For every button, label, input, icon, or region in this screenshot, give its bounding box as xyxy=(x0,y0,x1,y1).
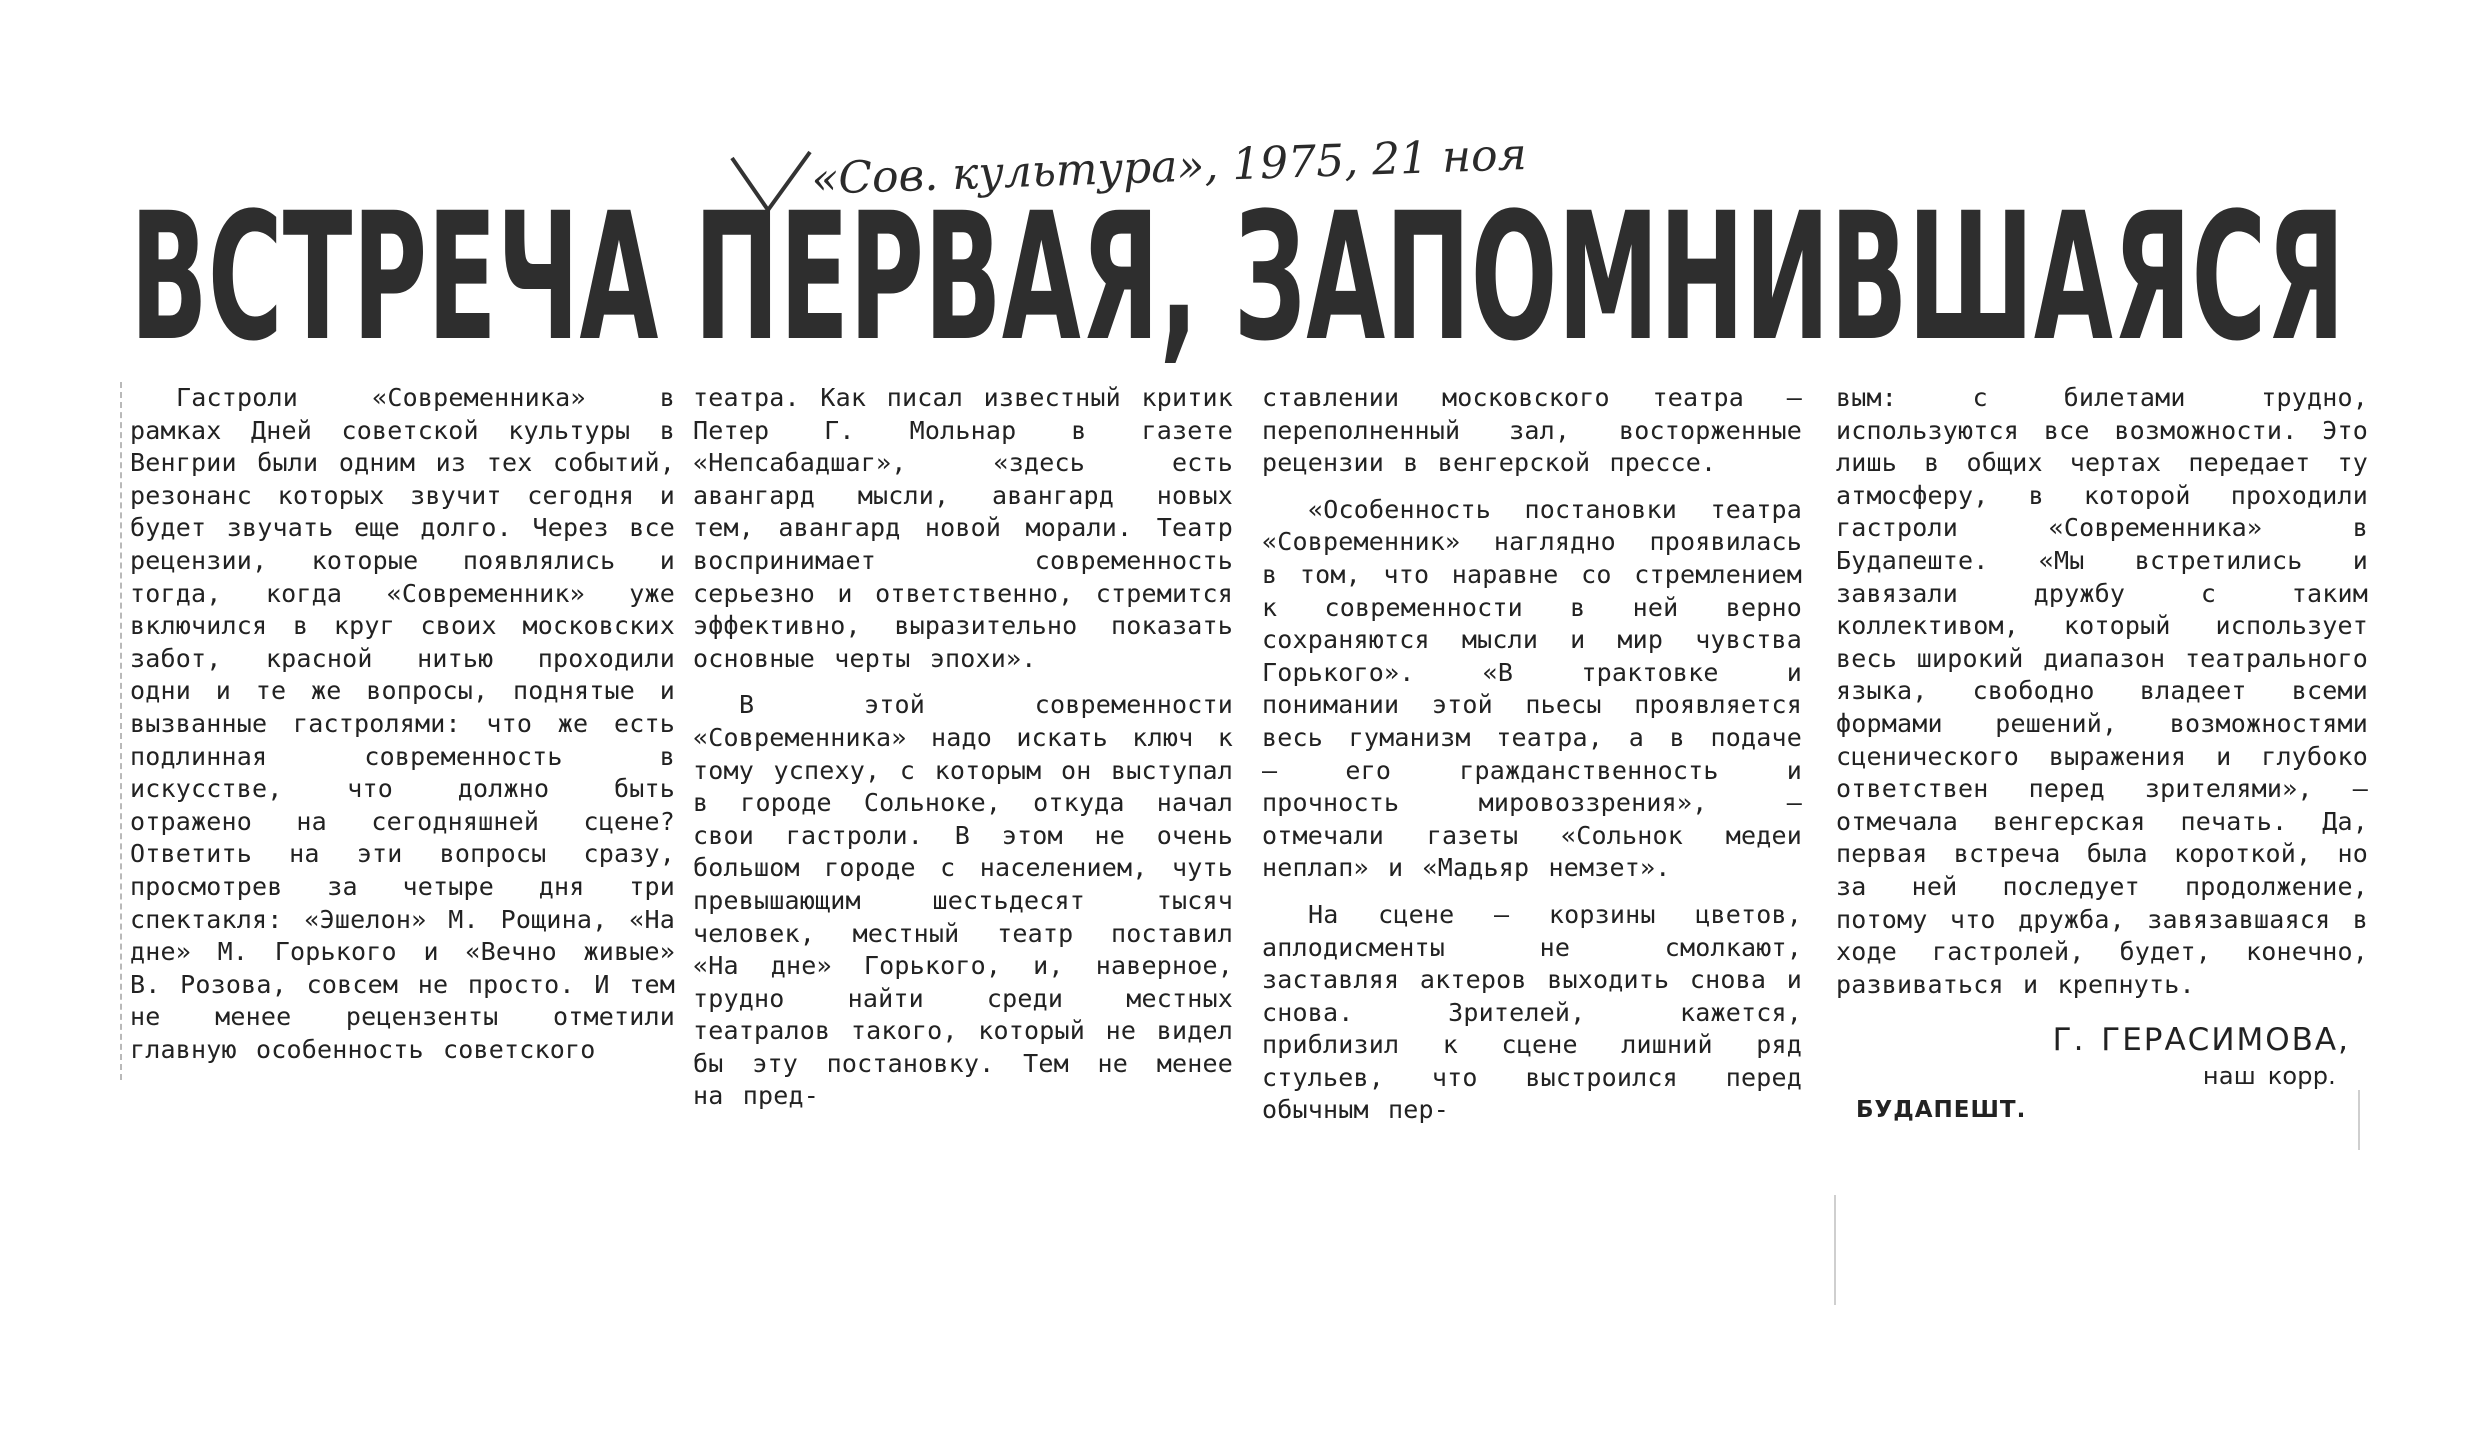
column-1-paragraph-1: Гастроли «Современника» в рамках Дней советской культуры в Венгрии были одним из тех событий, резонанс которых звучит сегодня и будет звучать еще долго. Через все рецензии, которые появлялись и тогда, когда «Современник» уже включился в круг своих московских забот, красной нитью проходили одни и те же вопросы, поднятые и вызванные гастролями: что же есть подлинная современность в искусстве, что должно быть отражено на сегодняшней сцене? Ответить на эти вопросы сразу, просмотрев за четыре дня три спектакля: «Эшелон» М. Рощина, «На дне» М. Горького и «Вечно живые» В. Розова, совсем не просто. И тем не менее рецензенты отметили главную особенность советского xyxy=(130,383,675,1064)
column-3-paragraph-2: «Особенность постановки театра «Современник» наглядно проявилась в том, что наравне со стремлением к современности в ней верно сохраняются мысли и мир чувства Горького». «В трактовке и понимании этой пьесы проявляется весь гуманизм театра, а в подаче — его гражданственность и прочность мировоззрения», — отмечали газеты «Сольнок медеи неплап» и «Мадьяр немзет». xyxy=(1262,494,1802,883)
author-signature xyxy=(1836,1019,2368,1129)
headline xyxy=(130,175,2345,380)
column-4-paragraph-1: вым: с билетами трудно, используются все возможности. Это лишь в общих чертах передает ту атмосферу, в которой проходили гастроли «Современника» в Будапеште. «Мы встретились и завязали дружбу с таким коллективом, который использует весь широкий диапазон театрального языка, свободно владеет всеми формами решений, возможностями сценического выражения и глубоко ответствен перед зрителями», — отмечала венгерская печать. Да, первая встреча была короткой, но за ней последует продолжение, потому что дружба, завязавшаяся в ходе гастролей, будет, конечно, развиваться и крепнуть. xyxy=(1836,383,2368,999)
article-column-4 xyxy=(1836,382,2368,1129)
scan-edge-mark xyxy=(2358,1090,2360,1150)
headline-text: ВСТРЕЧА ПЕРВАЯ, ЗАПОМНИВШАЯСЯ xyxy=(130,175,2345,380)
column-2-paragraph-1: театра. Как писал известный критик Петер Г. Мольнар в газете «Непсабадшаг», «здесь есть авангард мысли, авангард новых тем, авангард новой морали. Театр воспринимает современность серьезно и ответственно, стремится эффективно, выразительно показать основные черты эпохи». xyxy=(693,383,1233,673)
article-column-3 xyxy=(1262,382,1802,1141)
article-column-1 xyxy=(120,382,675,1080)
dateline-place: БУДАПЕШТ. xyxy=(1856,1097,2027,1124)
scan-edge-mark xyxy=(1834,1195,1836,1305)
column-3-paragraph-3: На сцене — корзины цветов, аплодисменты не смолкают, заставляя актеров выходить снова и снова. Зрителей, кажется, приблизил к сцене лишний ряд стульев, что выстроился перед обычным пер- xyxy=(1262,899,1802,1125)
column-2-paragraph-2: В этой современности «Современника» надо искать ключ к тому успеху, с которым он выступал в городе Сольноке, откуда начал свои гастроли. В этом не очень большом городе с населением, чуть превышающим шестьдесят тысяч человек, местный театр поставил «На дне» Горького, и, наверное, трудно найти среди местных театралов такого, который не видел бы эту постановку. Тем не менее на пред- xyxy=(693,690,1233,1111)
handwritten-note-text: «Сов. культура», 1975, 21 ноя xyxy=(810,129,1528,205)
article-column-2 xyxy=(693,382,1233,1127)
author-role: наш корр. xyxy=(2202,1062,2336,1091)
column-3-paragraph-1: ставлении московского театра — переполненный зал, восторженные рецензии в венгерской прессе. xyxy=(1262,383,1802,478)
author-name: Г. ГЕРАСИМОВА, xyxy=(2052,1022,2350,1059)
